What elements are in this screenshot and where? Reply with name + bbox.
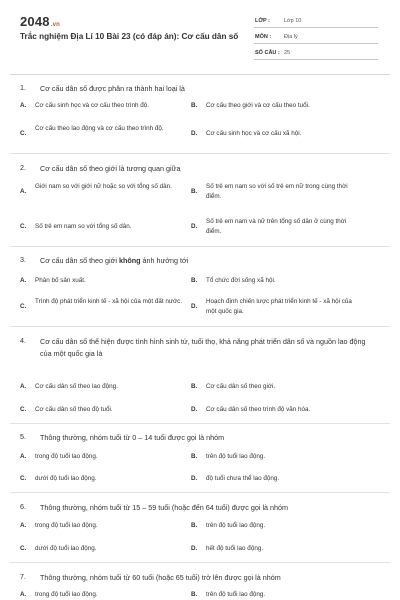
- question-stem: Thông thường, nhóm tuổi từ 60 tuổi (hoặc 65 tuổi) trở lên được gọi là nhóm: [40, 573, 281, 582]
- question-number: 1.: [20, 83, 26, 92]
- option-text: Cơ cấu dân số theo trình độ văn hóa.: [206, 406, 311, 413]
- option-letter: A.: [20, 591, 27, 598]
- option-letter: B.: [191, 383, 198, 390]
- question-divider: [10, 423, 390, 424]
- option-text: trên độ tuổi lao động.: [206, 453, 266, 460]
- logo-main: 2048: [20, 14, 50, 29]
- option-letter: C.: [20, 130, 27, 137]
- option-letter: D.: [191, 130, 198, 137]
- option-text: dưới độ tuổi lao động.: [35, 475, 97, 482]
- page-header: [0, 0, 400, 74]
- question-number: 5.: [20, 432, 26, 441]
- option-letter: C.: [20, 545, 27, 552]
- option-text: Số trẻ em nam so với tổng số dân.: [35, 223, 132, 230]
- question-number: 4.: [20, 336, 26, 345]
- option-letter: A.: [20, 188, 27, 195]
- question-number: 2.: [20, 163, 26, 172]
- question-divider: [10, 246, 390, 247]
- option-letter: A.: [20, 453, 27, 460]
- option-text: Giới nam so với giới nữ hoặc so với tổng số dân.: [35, 183, 172, 190]
- question-stem: [40, 255, 376, 267]
- option-letter: A.: [20, 102, 27, 109]
- option-letter: A.: [20, 277, 27, 284]
- option-text: Cơ cấu sinh học và cơ cấu xã hội.: [206, 130, 302, 137]
- meta-key: LỚP :: [255, 18, 270, 24]
- option-text: Cơ cấu dân số theo lao động.: [35, 383, 118, 390]
- question-number: 3.: [20, 255, 26, 264]
- meta-key: SỐ CÂU :: [255, 50, 280, 56]
- meta-value: 25: [284, 50, 291, 56]
- option-text: độ tuổi chưa thể lao động.: [206, 475, 280, 482]
- option-letter: C.: [20, 223, 27, 230]
- option-text: Cơ cấu dân số theo giới.: [206, 383, 276, 390]
- question-stem: Cơ cấu dân số thể hiện được tình hình sinh tử, tuổi thọ, khả năng phát triển dân số và nguồn lao động của một quốc gia là: [40, 337, 366, 358]
- option-text: Số trẻ em nam so với số trẻ em nữ trong cùng thời điểm.: [206, 183, 348, 200]
- option-text: Cơ cấu sinh học và cơ cấu theo trình độ.: [35, 102, 149, 109]
- option-text: Hoạch định chiến lược phát triển kinh tế - xã hội của một quốc gia.: [206, 298, 352, 315]
- option-letter: B.: [191, 188, 198, 195]
- question-divider: [10, 326, 390, 327]
- header-divider: [10, 74, 390, 75]
- question-stem: Thông thường, nhóm tuổi từ 0 – 14 tuổi được gọi là nhóm: [40, 433, 225, 442]
- option-letter: D.: [191, 475, 198, 482]
- option-letter: C.: [20, 475, 27, 482]
- option-letter: B.: [191, 522, 198, 529]
- option-letter: B.: [191, 102, 198, 109]
- option-text: trên độ tuổi lao động.: [206, 591, 266, 598]
- option-letter: B.: [191, 277, 198, 284]
- question-divider: [10, 562, 390, 563]
- option-letter: D.: [191, 406, 198, 413]
- option-letter: D.: [191, 545, 198, 552]
- option-letter: C.: [20, 406, 27, 413]
- stem-emphasis: không: [118, 256, 141, 265]
- option-text: trong độ tuổi lao động.: [35, 591, 98, 598]
- option-text: Trình độ phát triển kinh tế - xã hội của một đất nước.: [35, 298, 183, 305]
- question-divider: [10, 492, 390, 493]
- option-text: Tổ chức đời sống xã hội.: [206, 277, 276, 284]
- stem-text: Cơ cấu dân số theo giới: [40, 256, 119, 265]
- question-number: 6.: [20, 502, 26, 511]
- question-stem: Cơ cấu dân số được phân ra thành hai loại là: [40, 84, 185, 93]
- question-divider: [10, 153, 390, 154]
- option-text: hết độ tuổi lao động.: [206, 545, 264, 552]
- logo-suffix: .vn: [50, 22, 61, 28]
- option-text: Phân bố sản xuất.: [35, 277, 86, 284]
- option-text: Cơ cấu theo giới và cơ cấu theo tuổi.: [206, 102, 310, 109]
- option-text: trong độ tuổi lao động.: [35, 522, 98, 529]
- site-logo[interactable]: [20, 14, 60, 29]
- stem-text: ảnh hưởng tới: [140, 256, 189, 265]
- option-letter: A.: [20, 522, 27, 529]
- option-letter: D.: [191, 223, 198, 230]
- question-stem: Cơ cấu dân số theo giới là tương quan giữa: [40, 164, 181, 173]
- option-text: Cơ cấu theo lao động và cơ cấu theo trình độ.: [35, 125, 164, 132]
- meta-question-count: [254, 46, 378, 60]
- option-letter: D.: [191, 303, 198, 310]
- option-text: dưới độ tuổi lao động.: [35, 545, 97, 552]
- option-letter: B.: [191, 591, 198, 598]
- document-title: Trắc nghiệm Địa Lí 10 Bài 23 (có đáp án): Cơ cấu dân số: [20, 32, 239, 41]
- meta-grade: [254, 14, 378, 28]
- meta-subject: [254, 30, 378, 44]
- question-number: 7.: [20, 572, 26, 581]
- option-text: Số trẻ em nam và nữ trên tổng số dân ở cùng thời điểm.: [206, 218, 347, 235]
- option-text: Cơ cấu dân số theo độ tuổi.: [35, 406, 113, 413]
- option-letter: C.: [20, 303, 27, 310]
- question-stem: Thông thường, nhóm tuổi từ 15 – 59 tuổi (hoặc đến 64 tuổi) được gọi là nhóm: [40, 503, 289, 512]
- meta-key: MÔN :: [255, 34, 272, 40]
- option-text: trong độ tuổi lao động.: [35, 453, 98, 460]
- meta-value: Địa lý: [284, 34, 298, 40]
- option-letter: B.: [191, 453, 198, 460]
- meta-value: Lớp 10: [284, 18, 302, 24]
- option-text: trên độ tuổi lao động.: [206, 522, 266, 529]
- option-letter: A.: [20, 383, 27, 390]
